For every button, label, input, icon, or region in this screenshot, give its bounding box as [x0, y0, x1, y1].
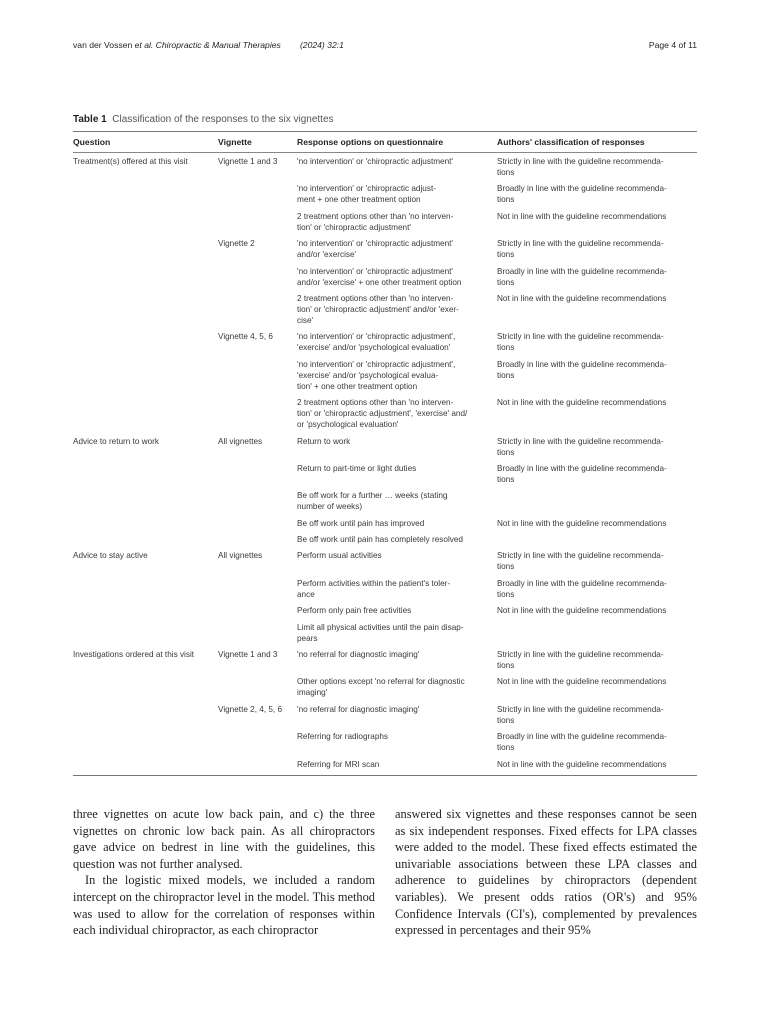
cell-question	[73, 756, 218, 776]
table-row	[73, 756, 697, 776]
cell-vignette	[218, 208, 297, 235]
journal-name: Chiropractic & Manual Therapies	[155, 40, 281, 50]
cell-classification: Strictly in line with the guideline recommenda- tions	[497, 157, 664, 177]
cell-response: 'no intervention' or 'chiropractic adjustment', 'exercise' and/or 'psychological evalua- tion' + one other treatment option	[297, 359, 456, 391]
cell-question: Treatment(s) offered at this visit	[73, 157, 188, 166]
cell-vignette: Vignette 2	[218, 239, 255, 249]
col-response: Response options on questionnaire	[297, 132, 497, 153]
cell-classification: Not in line with the guideline recommendations	[497, 518, 667, 528]
cell-classification: Broadly in line with the guideline recommenda- tions	[497, 463, 667, 484]
table-row	[73, 575, 697, 602]
cell-vignette: Vignette 4, 5, 6	[218, 332, 273, 342]
table-row	[73, 646, 697, 673]
cell-response: 2 treatment options other than 'no interven- tion' or 'chiropractic adjustment'	[297, 211, 454, 232]
authors: van der Vossen	[73, 40, 133, 50]
table-row	[73, 394, 697, 432]
paragraph: answered six vignettes and these responses cannot be seen as six independent responses. Fixed effects for LPA classes were added to the model. These fixed effects estimated the univariable associations between these LPA classes and adherence to guidelines by chiropractors (dependent variables). We present odds ratios (OR's) and 95% Confidence Intervals (CI's), complemented by prevalences expressed in percentages and their 95%	[395, 807, 697, 938]
cell-question	[73, 602, 218, 618]
table-row	[73, 153, 697, 181]
cell-question	[73, 673, 218, 700]
cell-response: Be off work for a further … weeks (stating number of weeks)	[297, 491, 448, 512]
cell-classification: Strictly in line with the guideline recommenda- tions	[497, 239, 664, 260]
cell-classification: Not in line with the guideline recommendations	[497, 211, 667, 221]
col-vignette: Vignette	[218, 132, 297, 153]
cell-classification: Not in line with the guideline recommendations	[497, 756, 697, 776]
cell-response: Perform only pain free activities	[297, 606, 412, 616]
cell-response: 'no intervention' or 'chiropractic adjustment'	[297, 157, 453, 166]
cell-classification: Strictly in line with the guideline recommenda- tions	[497, 704, 664, 725]
cell-response: Referring for MRI scan	[297, 756, 497, 776]
cell-vignette	[218, 487, 297, 514]
table-row	[73, 180, 697, 207]
cell-classification: Not in line with the guideline recommendations	[497, 398, 667, 408]
cell-classification: Broadly in line with the guideline recommenda- tions	[497, 266, 667, 287]
cell-response: 'no referral for diagnostic imaging'	[297, 650, 420, 660]
table-caption	[73, 114, 334, 125]
table-row	[73, 235, 697, 262]
cell-response: 'no referral for diagnostic imaging'	[297, 704, 420, 714]
table-row	[73, 673, 697, 700]
cell-vignette	[218, 180, 297, 207]
cell-classification: Strictly in line with the guideline recommenda- tions	[497, 436, 664, 457]
table-row	[73, 290, 697, 328]
cell-vignette: Vignette 2, 4, 5, 6	[218, 704, 283, 714]
cell-vignette: All vignettes	[218, 436, 263, 446]
cell-question	[73, 460, 218, 487]
et-al: et al.	[134, 40, 154, 50]
cell-classification: Strictly in line with the guideline recommenda- tions	[497, 551, 664, 572]
body-column-left	[73, 806, 375, 939]
cell-question	[73, 728, 218, 755]
cell-question	[73, 356, 218, 394]
cell-question	[73, 263, 218, 290]
table-row	[73, 328, 697, 355]
cell-classification: Broadly in line with the guideline recommenda- tions	[497, 359, 667, 380]
table-row	[73, 619, 697, 646]
cell-question: Advice to return to work	[73, 436, 160, 446]
table-row	[73, 433, 697, 460]
running-header	[73, 40, 697, 50]
cell-vignette	[218, 515, 297, 531]
cell-question: Investigations ordered at this visit	[73, 650, 195, 660]
cell-response: 2 treatment options other than 'no interven- tion' or 'chiropractic adjustment' and/or 'exer- cise'	[297, 293, 459, 325]
cell-classification	[497, 487, 697, 514]
table-row	[73, 356, 697, 394]
cell-response: 'no intervention' or 'chiropractic adjust- ment + one other treatment option	[297, 184, 436, 205]
cell-response: Return to part-time or light duties	[297, 463, 417, 473]
cell-classification: Strictly in line with the guideline recommenda- tions	[497, 650, 664, 671]
cell-classification: Broadly in line with the guideline recommenda- tions	[497, 732, 667, 753]
cell-question	[73, 531, 218, 547]
cell-classification: Not in line with the guideline recommendations	[497, 677, 667, 687]
classification-table	[73, 131, 697, 776]
cell-classification: Not in line with the guideline recommendations	[497, 606, 667, 616]
cell-question	[73, 290, 218, 328]
cell-question	[73, 487, 218, 514]
cell-vignette	[218, 673, 297, 700]
cell-question	[73, 235, 218, 262]
cell-vignette: All vignettes	[218, 551, 263, 561]
cell-response: Be off work until pain has improved	[297, 518, 425, 528]
table-row	[73, 263, 697, 290]
cell-response: 'no intervention' or 'chiropractic adjustment' and/or 'exercise' + one other treatment option	[297, 266, 462, 287]
cell-vignette	[218, 356, 297, 394]
cell-vignette	[218, 460, 297, 487]
cell-vignette	[218, 290, 297, 328]
cell-question: Advice to stay active	[73, 551, 148, 561]
table-row	[73, 487, 697, 514]
cell-question	[73, 328, 218, 355]
table-row	[73, 602, 697, 618]
body-column-right	[395, 806, 697, 939]
cell-vignette	[218, 619, 297, 646]
page-number: Page 4 of 11	[648, 40, 697, 50]
cell-classification	[497, 531, 697, 547]
table-title: Classification of the responses to the six vignettes	[112, 114, 334, 125]
cell-question	[73, 575, 218, 602]
table-row	[73, 701, 697, 728]
cell-vignette	[218, 728, 297, 755]
cell-classification: Broadly in line with the guideline recommenda- tions	[497, 184, 667, 205]
table-row	[73, 460, 697, 487]
cell-question	[73, 394, 218, 432]
cell-question	[73, 619, 218, 646]
cell-vignette	[218, 575, 297, 602]
cell-response: Be off work until pain has completely resolved	[297, 535, 463, 545]
table-row	[73, 728, 697, 755]
cell-classification: Broadly in line with the guideline recommenda- tions	[497, 578, 667, 599]
cell-response: Limit all physical activities until the pain disap- pears	[297, 622, 464, 643]
cell-response: Perform usual activities	[297, 551, 382, 561]
cell-classification	[497, 619, 697, 646]
cell-vignette	[218, 531, 297, 547]
cell-response: Other options except 'no referral for diagnostic imaging'	[297, 677, 465, 698]
cell-vignette	[218, 602, 297, 618]
cell-question	[73, 701, 218, 728]
cell-classification: Not in line with the guideline recommendations	[497, 293, 667, 303]
cell-vignette: Vignette 1 and 3	[218, 157, 278, 166]
table-row	[73, 208, 697, 235]
paragraph: In the logistic mixed models, we included a random intercept on the chiropractor level in the model. This method was used to allow for the correlation of responses within each individual chiropractor, as each chiropractor	[73, 873, 375, 938]
cell-question	[73, 208, 218, 235]
table-row	[73, 547, 697, 574]
cell-response: Return to work	[297, 436, 351, 446]
cell-vignette	[218, 263, 297, 290]
cell-response: 'no intervention' or 'chiropractic adjustment' and/or 'exercise'	[297, 239, 453, 260]
cell-question	[73, 515, 218, 531]
citation: (2024) 32:1	[299, 40, 344, 50]
cell-vignette	[218, 394, 297, 432]
cell-vignette: Vignette 1 and 3	[218, 650, 278, 660]
cell-response: Perform activities within the patient's toler- ance	[297, 578, 451, 599]
col-question: Question	[73, 132, 218, 153]
cell-response: 'no intervention' or 'chiropractic adjustment', 'exercise' and/or 'psychological evaluation'	[297, 332, 456, 353]
citation-line	[73, 40, 344, 50]
table-row	[73, 515, 697, 531]
table-label: Table 1	[73, 114, 107, 125]
table-row	[73, 531, 697, 547]
cell-response: Referring for radiographs	[297, 732, 389, 742]
cell-response: 2 treatment options other than 'no interven- tion' or 'chiropractic adjustment', 'exercise' and/ or 'psychological evaluation'	[297, 398, 468, 430]
col-classification: Authors' classification of responses	[497, 132, 697, 153]
paragraph: three vignettes on acute low back pain, and c) the three vignettes on chronic low back pain. As all chiropractors gave advice on bedrest in line with the guidelines, this question was not further analysed.	[73, 807, 375, 871]
cell-classification: Strictly in line with the guideline recommenda- tions	[497, 332, 664, 353]
table-header-row	[73, 132, 697, 153]
cell-question	[73, 180, 218, 207]
cell-vignette	[218, 756, 297, 776]
